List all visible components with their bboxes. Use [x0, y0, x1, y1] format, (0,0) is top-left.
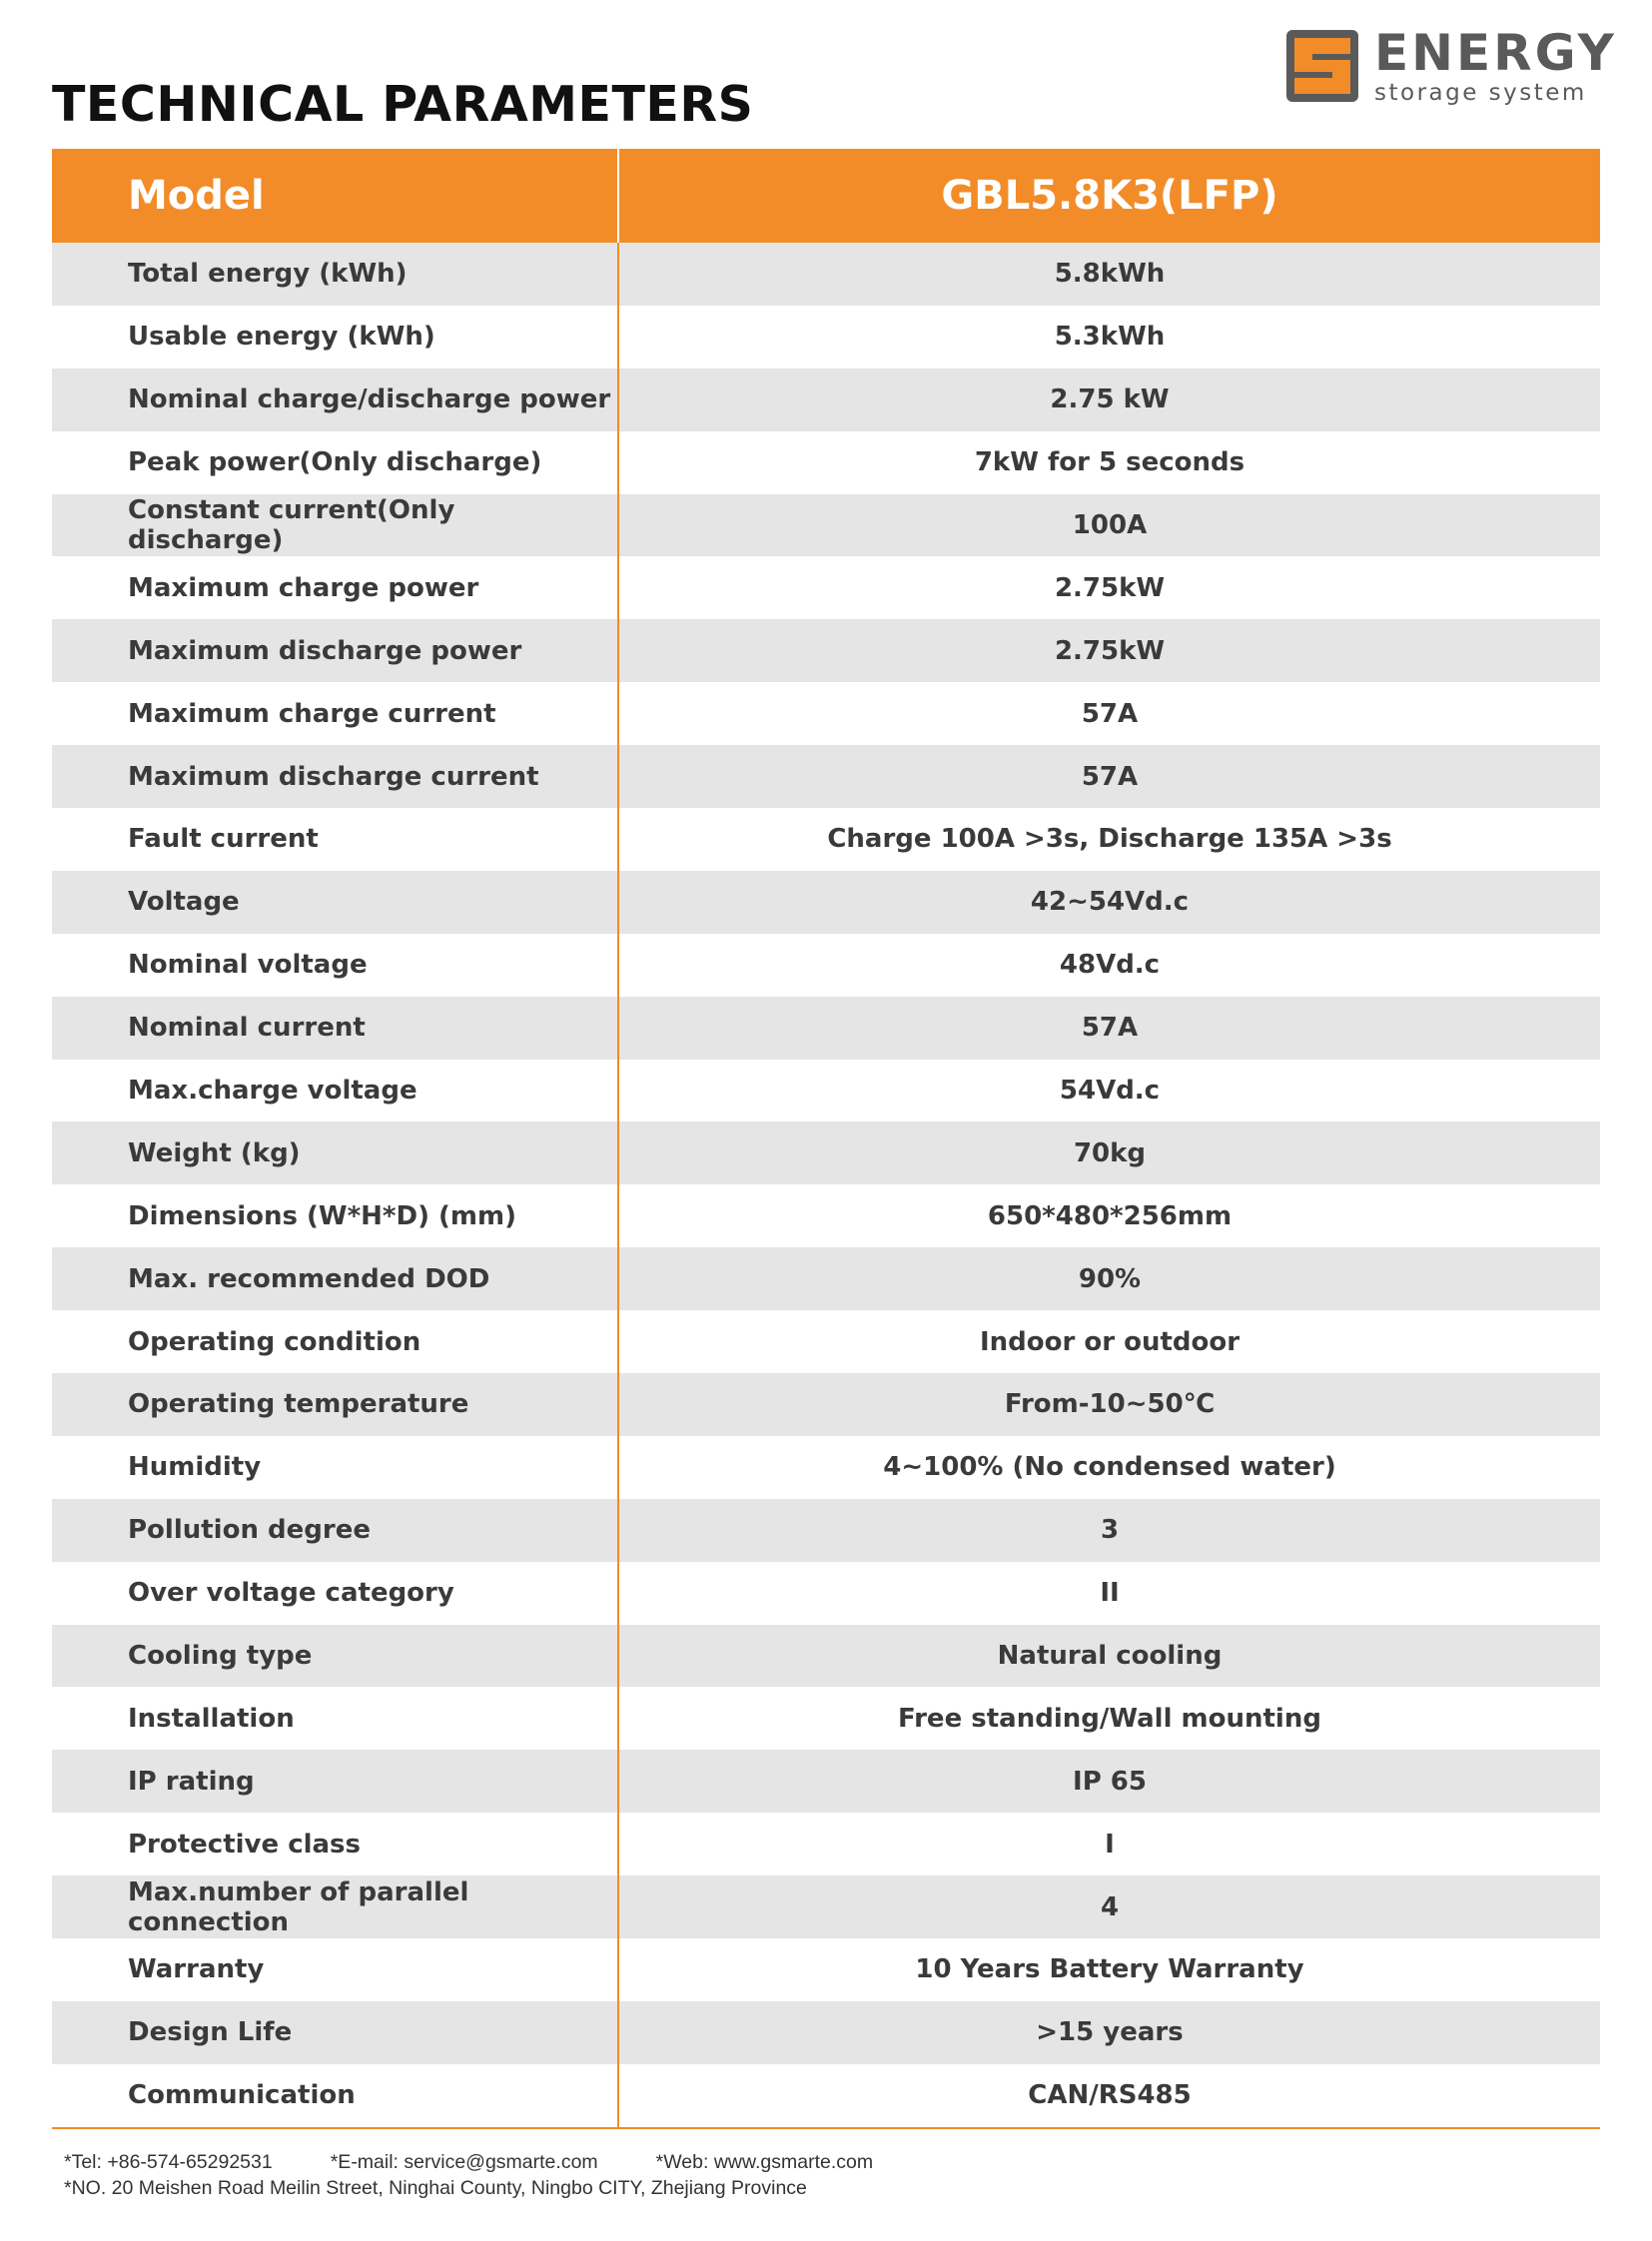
table-row [52, 2001, 1600, 2064]
parameter-value: 7kW for 5 seconds [974, 447, 1245, 478]
table-row [52, 997, 1600, 1060]
parameter-label: Total energy (kWh) [52, 243, 619, 306]
parameter-label: Design Life [52, 2001, 619, 2064]
brand-tagline: storage system [1374, 79, 1587, 106]
parameter-label: Voltage [52, 871, 619, 934]
table-row [52, 1875, 1600, 1938]
parameter-value: CAN/RS485 [1028, 2080, 1192, 2111]
brand-logo [1286, 23, 1617, 106]
parameter-label: Dimensions (W*H*D) (mm) [52, 1184, 619, 1247]
parameter-value: 2.75 kW [1050, 384, 1170, 415]
parameter-label: Over voltage category [52, 1562, 619, 1625]
table-row [52, 808, 1600, 871]
footer-tel: *Tel: +86-574-65292531 [64, 2151, 273, 2173]
table-row [52, 494, 1600, 557]
table-body [52, 243, 1600, 2127]
table-row [52, 1247, 1600, 1310]
parameter-label: Installation [52, 1687, 619, 1750]
parameter-value: 650*480*256mm [987, 1200, 1233, 1231]
parameter-label: Warranty [52, 1938, 619, 2001]
table-row [52, 556, 1600, 619]
table-row [52, 306, 1600, 369]
parameter-label: Maximum charge power [52, 556, 619, 619]
footer-contact [64, 2149, 873, 2201]
parameter-label: Weight (kg) [52, 1121, 619, 1184]
parameter-label: Pollution degree [52, 1499, 619, 1562]
table-bottom-rule [52, 2127, 1600, 2129]
table-row [52, 1687, 1600, 1750]
parameter-label: Usable energy (kWh) [52, 306, 619, 369]
table-row [52, 243, 1600, 306]
brand-name: ENERGY [1374, 23, 1617, 82]
table-row [52, 871, 1600, 934]
parameter-label: Constant current(Only discharge) [52, 494, 619, 557]
parameter-value: 70kg [1073, 1137, 1147, 1168]
table-row [52, 1184, 1600, 1247]
table-row [52, 1938, 1600, 2001]
parameter-value: 2.75kW [1054, 635, 1166, 666]
header-model-value: GBL5.8K3(LFP) [941, 173, 1278, 219]
footer-web: *Web: www.gsmarte.com [655, 2151, 874, 2173]
parameter-label: IP rating [52, 1750, 619, 1813]
table-row [52, 619, 1600, 682]
table-row [52, 1625, 1600, 1688]
table-row [52, 682, 1600, 745]
footer-email: *E-mail: service@gsmarte.com [330, 2151, 598, 2173]
parameter-value: 2.75kW [1054, 572, 1166, 603]
table-row [52, 431, 1600, 494]
table-row [52, 1750, 1600, 1813]
table-row [52, 1499, 1600, 1562]
parameter-value: II [1100, 1578, 1120, 1609]
parameter-label: Maximum charge current [52, 682, 619, 745]
parameter-label: Max. recommended DOD [52, 1247, 619, 1310]
table-row [52, 934, 1600, 997]
parameter-value: Indoor or outdoor [979, 1326, 1240, 1357]
parameter-value: 10 Years Battery Warranty [915, 1954, 1304, 1985]
table-header-row [52, 149, 1600, 243]
parameter-value: 3 [1100, 1515, 1120, 1546]
footer-contact-line [64, 2149, 873, 2175]
parameter-value: From-10~50℃ [1004, 1389, 1216, 1420]
parameter-value: I [1105, 1829, 1115, 1860]
parameter-value: IP 65 [1073, 1766, 1147, 1797]
parameter-label: Maximum discharge power [52, 619, 619, 682]
parameter-value: Free standing/Wall mounting [898, 1703, 1321, 1734]
parameter-value: 4~100% (No condensed water) [883, 1452, 1336, 1483]
parameter-value: 100A [1072, 510, 1148, 540]
table-row [52, 1121, 1600, 1184]
footer-address: *NO. 20 Meishen Road Meilin Street, Ninghai County, Ningbo CITY, Zhejiang Province [64, 2177, 807, 2199]
parameter-value: 54Vd.c [1059, 1076, 1161, 1107]
parameter-label: Maximum discharge current [52, 745, 619, 808]
parameter-label: Operating temperature [52, 1373, 619, 1436]
parameter-label: Nominal current [52, 997, 619, 1060]
parameter-label: Max.number of parallel connection [52, 1875, 619, 1938]
table-row [52, 369, 1600, 431]
parameter-value: 48Vd.c [1059, 950, 1161, 981]
page-title: TECHNICAL PARAMETERS [52, 76, 754, 133]
parameter-label: Operating condition [52, 1310, 619, 1373]
table-row [52, 1436, 1600, 1499]
parameter-value: 57A [1081, 761, 1139, 792]
technical-parameters-table [52, 149, 1600, 2129]
parameter-value: 5.8kWh [1054, 259, 1166, 290]
table-row [52, 1373, 1600, 1436]
table-row [52, 1813, 1600, 1875]
parameter-value: 57A [1081, 698, 1139, 729]
parameter-value: 42~54Vd.c [1030, 887, 1190, 918]
brand-logo-icon [1286, 30, 1358, 102]
parameter-label: Fault current [52, 808, 619, 871]
parameter-value: Natural cooling [997, 1641, 1223, 1672]
table-row [52, 1060, 1600, 1122]
table-row [52, 1310, 1600, 1373]
parameter-value: 90% [1078, 1263, 1142, 1294]
parameter-label: Peak power(Only discharge) [52, 431, 619, 494]
header-label: Model [52, 149, 619, 243]
parameter-label: Nominal voltage [52, 934, 619, 997]
table-row [52, 2064, 1600, 2127]
parameter-label: Humidity [52, 1436, 619, 1499]
table-row [52, 1562, 1600, 1625]
parameter-label: Protective class [52, 1813, 619, 1875]
parameter-label: Nominal charge/discharge power [52, 369, 619, 431]
parameter-label: Cooling type [52, 1625, 619, 1688]
table-row [52, 745, 1600, 808]
parameter-value: 4 [1100, 1891, 1120, 1922]
parameter-value: Charge 100A >3s, Discharge 135A >3s [827, 824, 1392, 855]
parameter-value: 57A [1081, 1013, 1139, 1044]
parameter-value: 5.3kWh [1054, 322, 1166, 353]
parameter-label: Max.charge voltage [52, 1060, 619, 1122]
parameter-value: >15 years [1036, 2017, 1184, 2048]
parameter-label: Communication [52, 2064, 619, 2127]
